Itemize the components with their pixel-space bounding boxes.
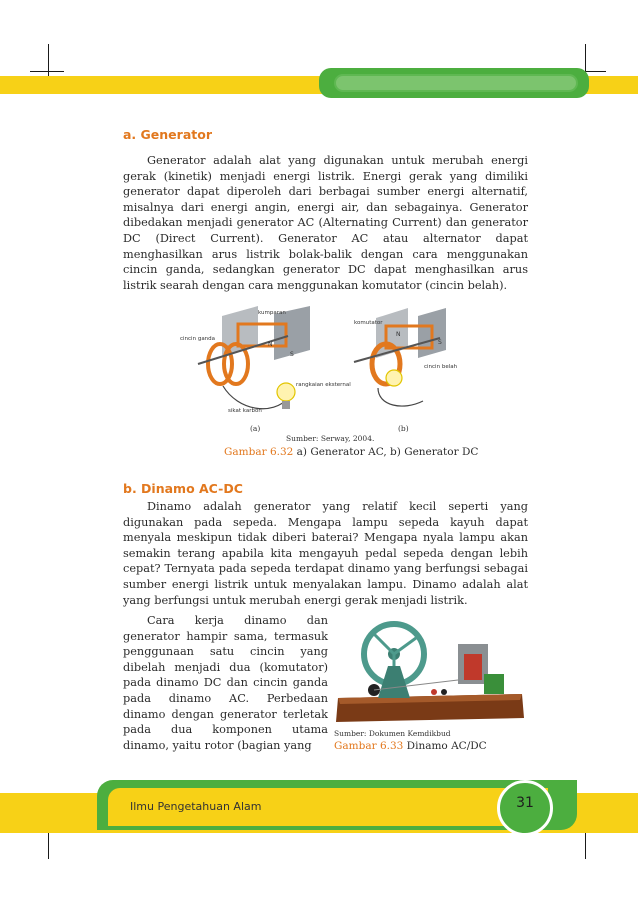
section-b-text-1: Dinamo adalah generator yang relatif kecil seperti yang digunakan pada sepeda. Mengapa lampu sepeda kayuh dapat menyala meskipun tidak diberi baterai? Mengapa nyala lampu akan semakin terang apabila kita mengayuh pedal sepeda dengan lebih cepat? Ternyata pada sepeda terdapat dinamo yang berfungsi sebagai sumber energi listrik untuk menyalakan lampu. Dinamo adalah alat yang berfungsi untuk merubah energi gerak menjadi listrik. (123, 500, 528, 607)
label-s-a: S (290, 351, 294, 358)
label-cincin-belah: cincin belah (424, 364, 458, 370)
figure-2-label: Gambar 6.33 (334, 740, 404, 752)
label-kumparan: kumparan (258, 310, 286, 316)
dinamo-photo (334, 614, 526, 726)
label-sikat-karbon: sikat karbon (228, 408, 262, 414)
label-s-b: S (438, 339, 442, 346)
section-a-text: Generator adalah alat yang digunakan untuk merubah energi gerak (kinetik) menjadi energi listrik. Energi gerak yang dimiliki generator dapat diperoleh dari berbagai sumber energi alternatif, misalnya dari energi angin, energi air, dan sebagainya. Generator dibedakan menjadi generator AC (Alternating Current) dan generator DC (Direct Current). Generator AC atau alternator dapat menghasilkan arus listrik bolak-balik dengan cara menggunakan cincin ganda, sedangkan generator DC dapat menghasilkan arus listrik searah dengan cara menggunakan komutator (cincin belah). (123, 154, 528, 292)
section-b-text-2: Cara kerja dinamo dan generator hampir sama, termasuk penggunaan satu cincin yang dibelah menjadi dua (komutator) pada dinamo DC dan cincin ganda pada dinamo AC. Perbedaan dinamo dengan generator terletak pada dua komponen utama dinamo, yaitu rotor (bagian yang (123, 614, 328, 752)
figure-1-caption-text: a) Generator AC, b) Generator DC (293, 446, 479, 458)
header-green-tab-inner (334, 74, 578, 92)
generator-figure (178, 306, 464, 424)
figure-2-caption-text: Dinamo AC/DC (403, 740, 487, 752)
page-number: 31 (516, 795, 534, 811)
section-b-paragraph-1 (123, 499, 528, 608)
section-b-paragraph-2 (123, 613, 328, 753)
label-n-b: N (396, 331, 401, 338)
figure-sublabel-a: (a) (250, 424, 261, 433)
figure-sublabel-b: (b) (398, 424, 409, 433)
label-cincin-ganda: cincin ganda (180, 336, 216, 342)
footer-book-title: Ilmu Pengetahuan Alam (130, 800, 262, 813)
label-rangkaian-eksternal: rangkaian eksternal (296, 382, 351, 388)
figure-2-source: Sumber: Dokumen Kemdikbud (334, 729, 451, 738)
label-n-a: N (268, 341, 273, 348)
section-a-paragraph (123, 153, 528, 293)
figure-1-label: Gambar 6.32 (224, 446, 294, 458)
header-band (0, 66, 638, 100)
figure-2-caption (334, 740, 487, 752)
section-a-title: a. Generator (123, 127, 212, 142)
section-b-title: b. Dinamo AC-DC (123, 481, 243, 496)
label-komutator: komutator (354, 320, 383, 326)
figure-1-caption (224, 446, 478, 458)
figure-1-source: Sumber: Serway, 2004. (286, 434, 375, 443)
